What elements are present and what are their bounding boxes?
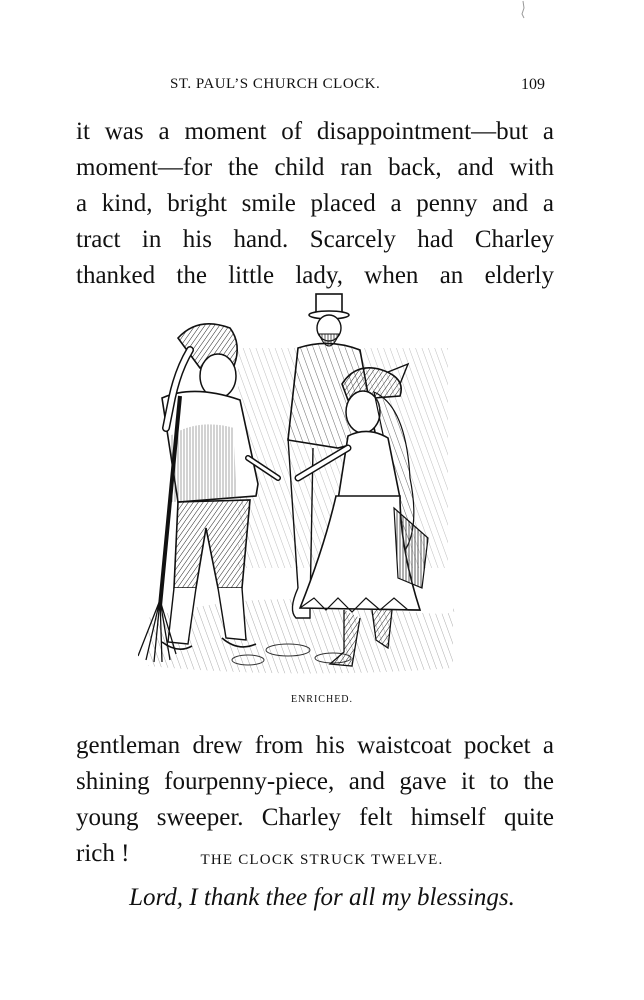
running-title: ST. PAUL’S CHURCH CLOCK. (170, 76, 381, 92)
text-line: rich ! (76, 840, 130, 867)
text-line: young sweeper. Charley felt himself quite (76, 804, 554, 831)
scan-mark (519, 0, 527, 20)
page-number: 109 (521, 76, 545, 93)
closing-prayer: Lord, I thank thee for all my blessings. (129, 884, 515, 911)
text-line: shining fourpenny-piece, and gave it to the (76, 768, 554, 795)
engraving-illustration (138, 288, 458, 684)
text-line: tract in his hand. Scarcely had Charley (76, 226, 554, 253)
text-line: moment—for the child ran back, and with (76, 154, 554, 181)
running-head (0, 76, 644, 100)
text-line: a kind, bright smile placed a penny and a (76, 190, 554, 217)
illustration-drawing (138, 288, 458, 684)
text-line: it was a moment of disappointment—but a (76, 118, 554, 145)
text-line: thanked the little lady, when an elderly (76, 262, 554, 289)
paragraph-bottom (76, 728, 554, 872)
section-heading: THE CLOCK STRUCK TWELVE. (200, 852, 444, 868)
text-line: gentleman drew from his waistcoat pocket a (76, 732, 554, 759)
figure-caption: ENRICHED. (290, 694, 354, 705)
paragraph-top (76, 114, 554, 294)
